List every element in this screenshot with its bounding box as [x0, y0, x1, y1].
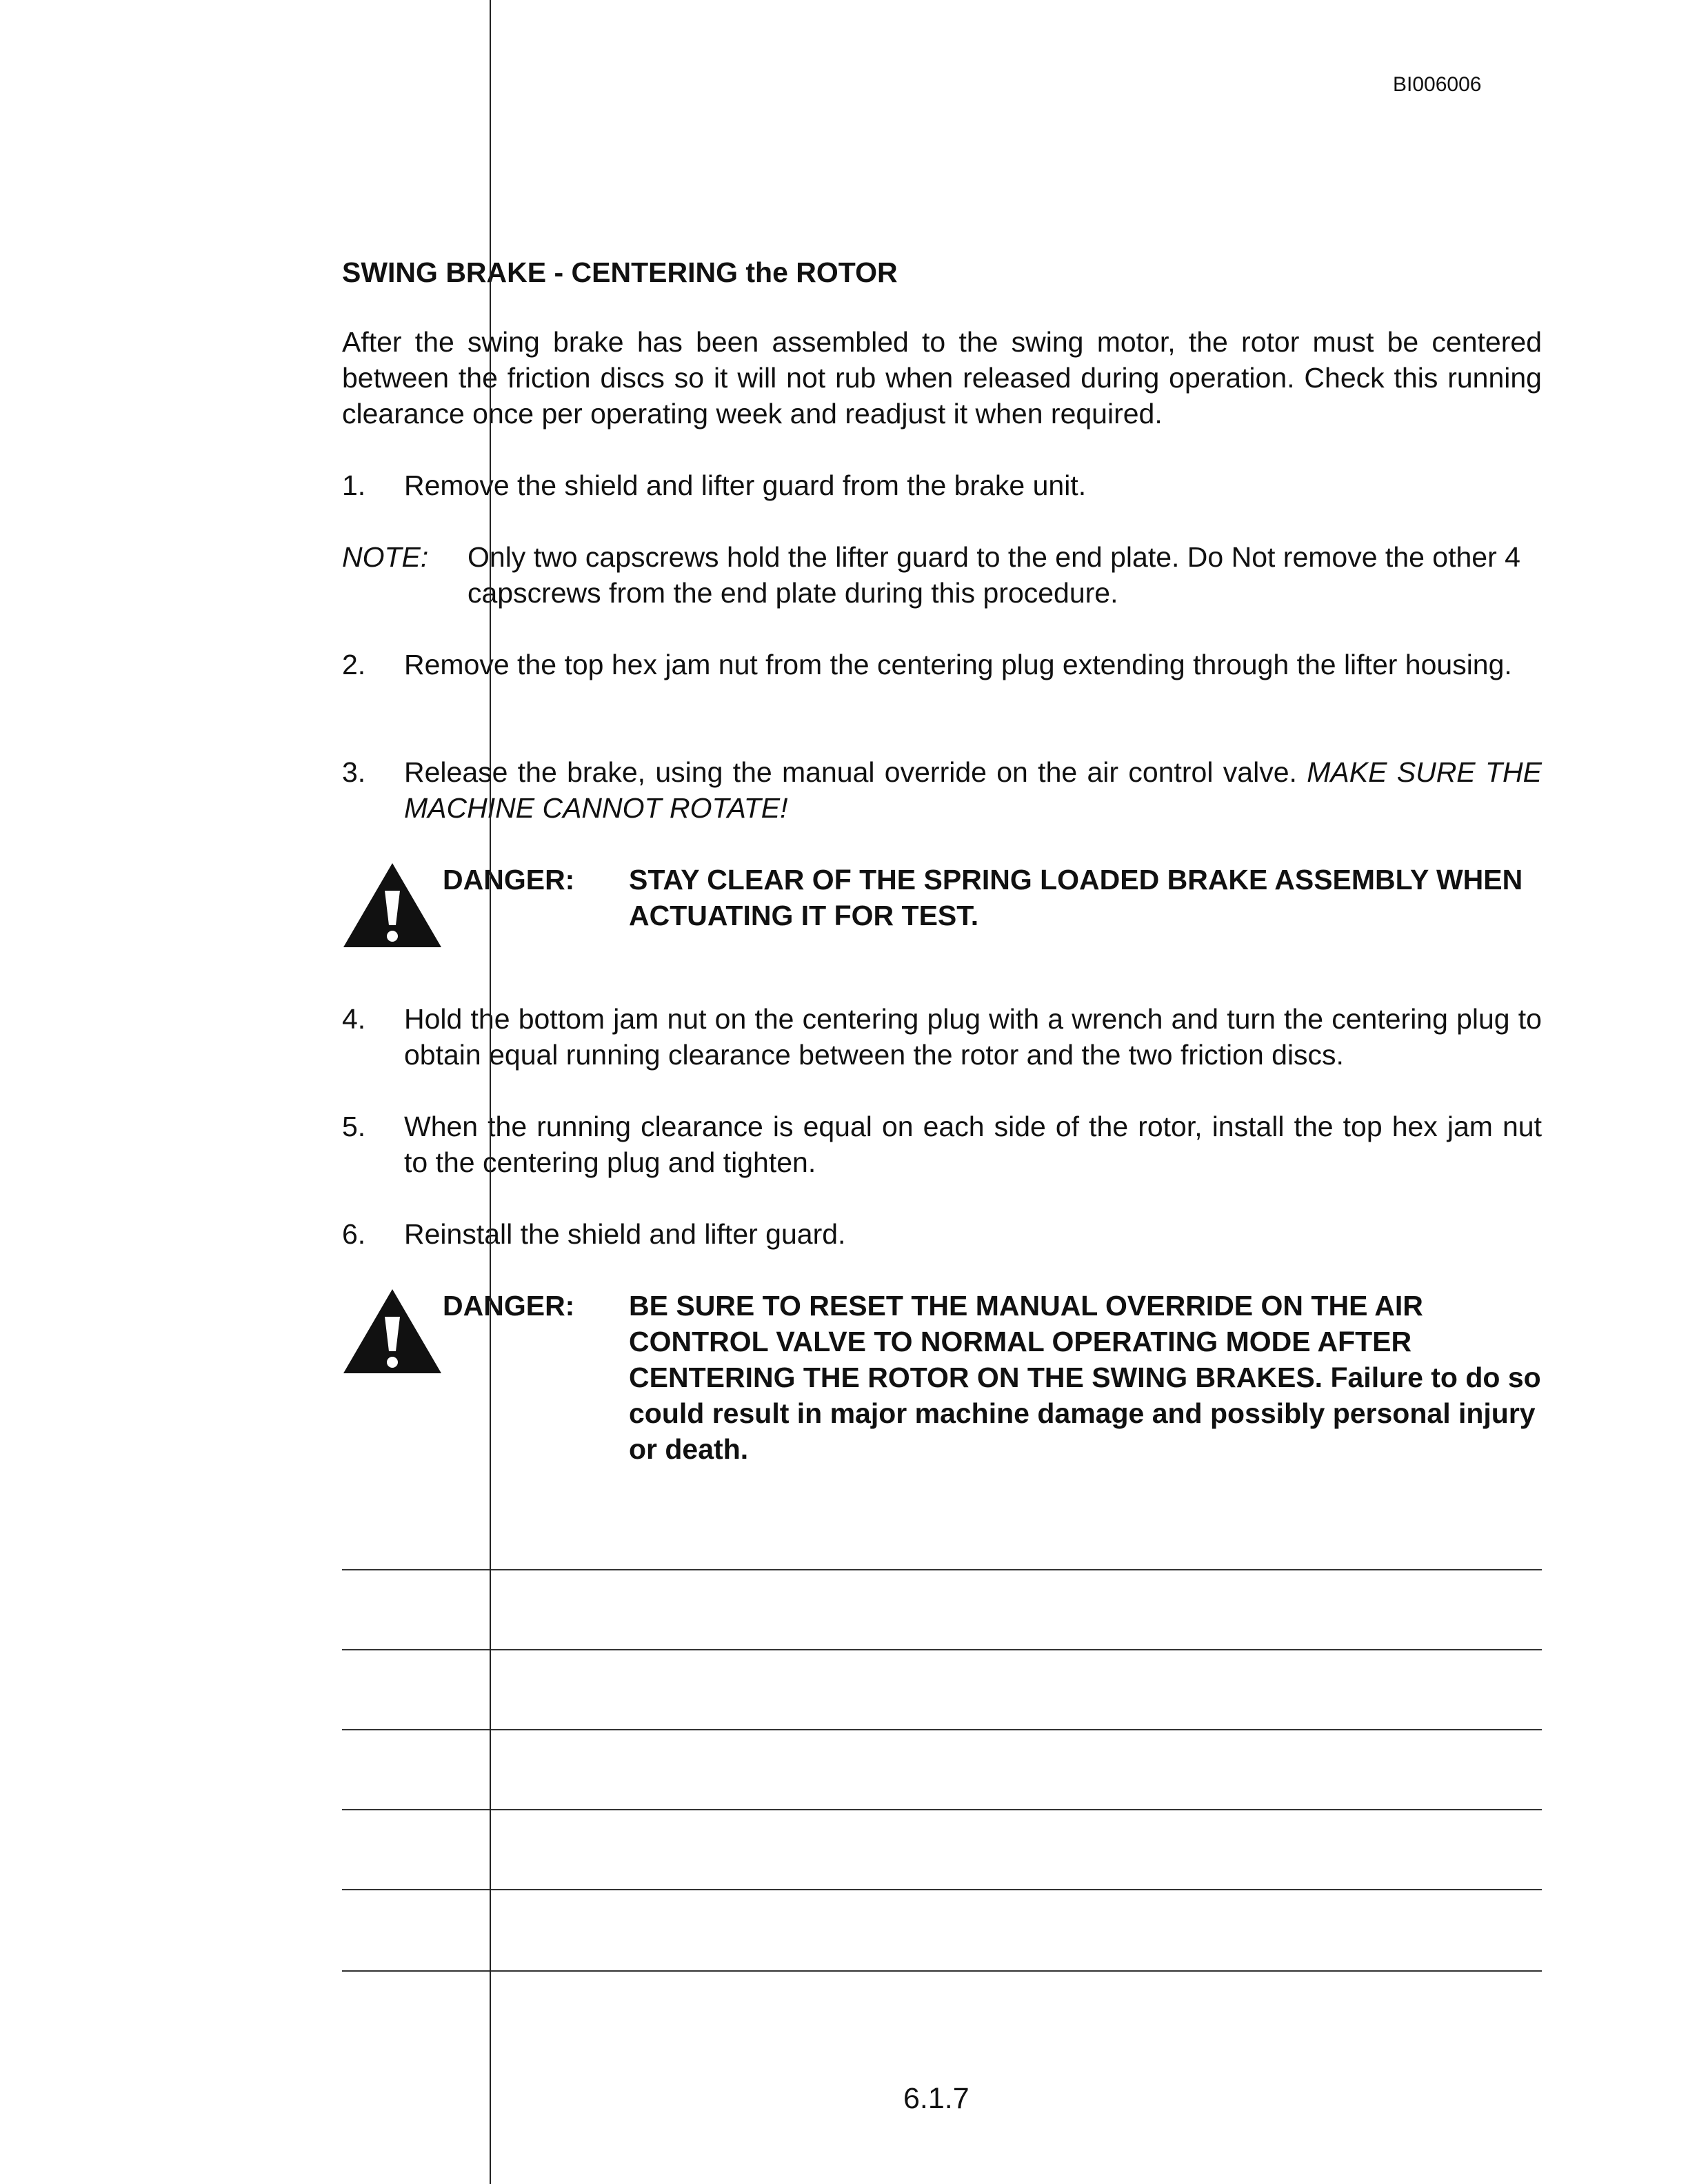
scan-artifact-vertical-line: [490, 0, 491, 2184]
document-id: BI006006: [1393, 73, 1482, 96]
step-text: Release the brake, using the manual override on the air control valve.: [404, 756, 1297, 788]
note-text: Only two capscrews hold the lifter guard to the end plate. Do Not remove the other 4 capscrews from the end plate during this procedure.: [468, 541, 1520, 609]
warning-triangle-icon: [342, 862, 443, 950]
step-number: 3.: [342, 756, 366, 788]
step-5: [342, 1109, 1542, 1180]
step-text: Remove the top hex jam nut from the centering plug extending through the lifter housing.: [404, 649, 1512, 680]
section-title: SWING BRAKE - CENTERING the ROTOR: [342, 256, 898, 288]
notes-rule-line: [342, 1889, 1542, 1890]
step-text: Reinstall the shield and lifter guard.: [404, 1218, 846, 1250]
step-6: [342, 1216, 1542, 1252]
notes-rule-line: [342, 1729, 1542, 1730]
step-2: [342, 647, 1542, 682]
step-number: 1.: [342, 469, 366, 501]
danger-label: DANGER:: [443, 1290, 575, 1322]
intro-paragraph: After the swing brake has been assembled to the swing motor, the rotor must be centered between the friction discs so it will not rub when released during operation. Check this running clearance once per operating week and readjust it when required.: [342, 326, 1542, 429]
step-number: 2.: [342, 649, 366, 680]
page-number: 6.1.7: [903, 2082, 969, 2115]
notes-rule-line: [342, 1649, 1542, 1650]
warning-triangle-icon: [342, 1288, 443, 1376]
step-4: [342, 1001, 1542, 1073]
step-text-block: [404, 754, 1542, 826]
notes-rule-line: [342, 1809, 1542, 1810]
notes-rule-line: [342, 1569, 1542, 1570]
danger-text: BE SURE TO RESET THE MANUAL OVERRIDE ON THE AIR CONTROL VALVE TO NORMAL OPERATING MODE AFTER CENTERING THE ROTOR ON THE SWING BRAKES. Failure to do so could result in major machine damage and possibly personal injury or death.: [629, 1290, 1541, 1465]
note-label: NOTE:: [342, 541, 429, 573]
danger-label: DANGER:: [443, 864, 575, 896]
step-1: [342, 467, 1542, 503]
step-number: 5.: [342, 1111, 366, 1142]
step-text: When the running clearance is equal on each side of the rotor, install the top hex jam nut to the centering plug and tighten.: [404, 1111, 1542, 1178]
step-text: Hold the bottom jam nut on the centering plug with a wrench and turn the centering plug to obtain equal running clearance between the rotor and the two friction discs.: [404, 1003, 1542, 1071]
danger-block-2: [342, 1288, 1542, 1467]
step-emphasis: MAKE SURE THE MACHINE CANNOT ROTATE!: [404, 756, 1542, 824]
danger-block-1: [342, 862, 1542, 933]
step-number: 4.: [342, 1003, 366, 1035]
note-block: [342, 539, 1542, 611]
step-text: Remove the shield and lifter guard from the brake unit.: [404, 469, 1087, 501]
step-3: [342, 754, 1542, 826]
notes-rule-line: [342, 1970, 1542, 1972]
step-number: 6.: [342, 1218, 366, 1250]
danger-text: STAY CLEAR OF THE SPRING LOADED BRAKE ASSEMBLY WHEN ACTUATING IT FOR TEST.: [629, 864, 1523, 931]
